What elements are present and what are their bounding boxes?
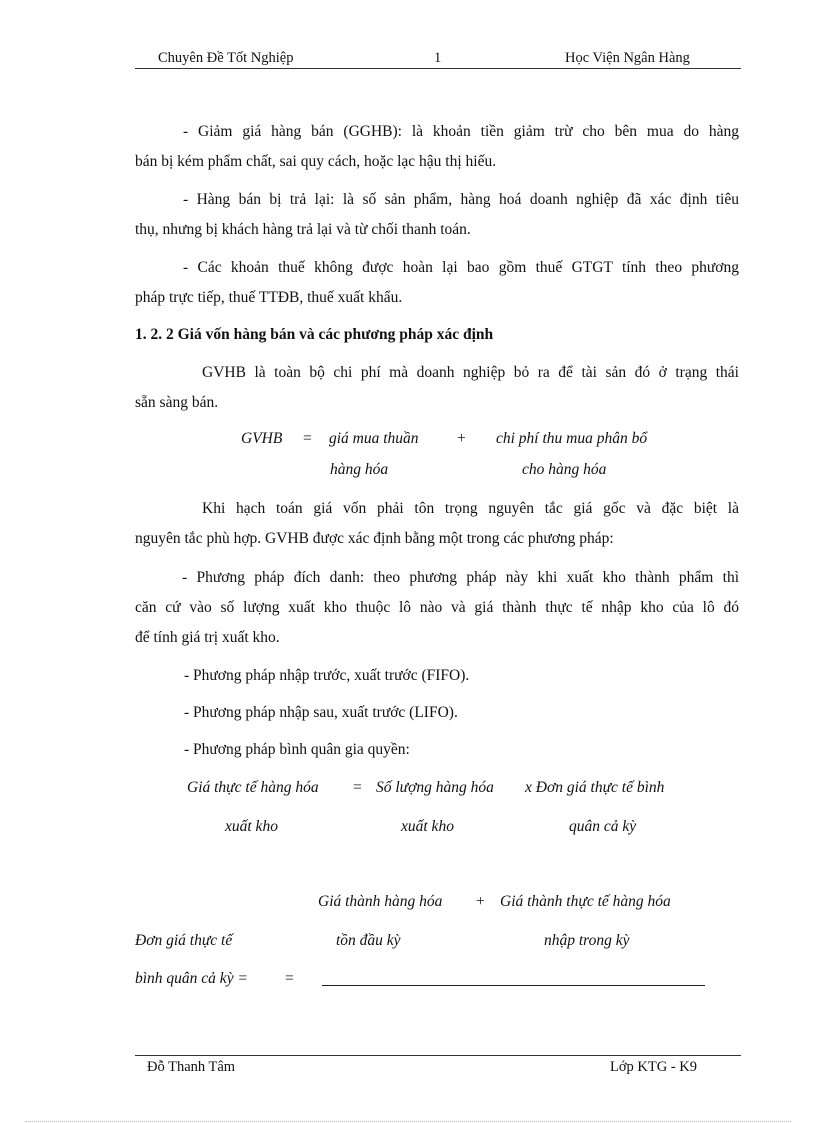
formula3-numerator-term2-cont: nhập trong kỳ <box>544 932 630 949</box>
formula2-lhs-cont: xuất kho <box>225 818 278 835</box>
text-line: nguyên tắc phù hợp. GVHB được xác định bằng một trong các phương pháp: <box>135 530 614 547</box>
page-bottom-border <box>25 1121 791 1122</box>
formula1-lhs: GVHB <box>241 430 283 447</box>
formula2-equals: = <box>353 779 362 796</box>
header-rule <box>135 68 741 69</box>
text-line: sẵn sàng bán. <box>135 394 219 411</box>
bullet-fifo: - Phương pháp nhập trước, xuất trước (FIFO). <box>184 667 470 684</box>
text-line: Khi hạch toán giá vốn phải tôn trọng nguyên tắc giá gốc và đặc biệt là <box>202 500 739 517</box>
formula2-quantity-cont: xuất kho <box>401 818 454 835</box>
text-line: - Giảm giá hàng bán (GGHB): là khoản tiền giảm trừ cho bên mua do hàng <box>183 123 739 140</box>
text-line: thụ, nhưng bị khách hàng trả lại và từ chối thanh toán. <box>135 221 471 238</box>
formula1-term2-cont: cho hàng hóa <box>522 461 607 478</box>
section-heading: 1. 2. 2 Giá vốn hàng bán và các phương pháp xác định <box>135 326 494 343</box>
paragraph-discount <box>135 117 739 177</box>
formula3-numerator-term2: Giá thành thực tế hàng hóa <box>500 893 671 910</box>
paragraph-returns <box>135 185 739 245</box>
formula2-unit-price: x Đơn giá thực tế bình <box>525 779 665 796</box>
formula1-term1: giá mua thuần <box>329 430 419 447</box>
formula1-term1-cont: hàng hóa <box>330 461 389 478</box>
formula3-plus: + <box>476 893 485 910</box>
formula2-quantity: Số lượng hàng hóa <box>376 779 494 796</box>
paragraph-taxes <box>135 253 739 313</box>
header-right: Học Viện Ngân Hàng <box>565 50 690 66</box>
text-line: bán bị kém phẩm chất, sai quy cách, hoặc lạc hậu thị hiếu. <box>135 153 497 170</box>
paragraph-gvhb-definition <box>135 358 739 418</box>
formula3-lhs-cont: bình quân cả kỳ = <box>135 970 248 987</box>
text-line: căn cứ vào số lượng xuất kho thuộc lô nào và giá thành thực tế nhập kho của lô đó <box>135 599 739 616</box>
footer-author: Đỗ Thanh Tâm <box>147 1059 236 1075</box>
text-line: - Phương pháp đích danh: theo phương pháp này khi xuất kho thành phẩm thì <box>182 569 739 586</box>
paragraph-specific-identification <box>135 563 739 653</box>
text-line: để tính giá trị xuất kho. <box>135 629 280 646</box>
formula3-equals: = <box>285 970 294 987</box>
text-line: - Hàng bán bị trả lại: là số sản phẩm, hàng hoá doanh nghiệp đã xác định tiêu <box>183 191 739 208</box>
text-line: GVHB là toàn bộ chi phí mà doanh nghiệp bỏ ra để tài sản đó ở trạng thái <box>202 364 739 381</box>
formula2-unit-price-cont: quân cả kỳ <box>569 818 637 835</box>
text-line: pháp trực tiếp, thuế TTĐB, thuế xuất khẩu. <box>135 289 403 306</box>
formula3-numerator-term1-cont: tồn đầu kỳ <box>336 932 401 949</box>
footer-rule <box>135 1055 741 1056</box>
formula3-lhs: Đơn giá thực tế <box>135 932 233 949</box>
formula3-numerator-term1: Giá thành hàng hóa <box>318 893 443 910</box>
bullet-lifo: - Phương pháp nhập sau, xuất trước (LIFO). <box>184 704 458 721</box>
text-line: - Các khoản thuế không được hoàn lại bao gồm thuế GTGT tính theo phương <box>183 259 739 276</box>
footer-class: Lớp KTG - K9 <box>610 1059 697 1075</box>
formula1-term2: chi phí thu mua phân bổ <box>496 430 648 447</box>
paragraph-principles <box>135 494 739 554</box>
header-page-number: 1 <box>434 50 442 66</box>
formula3-fraction-bar <box>322 985 705 986</box>
formula1-equals: = <box>303 430 312 447</box>
formula1-plus: + <box>457 430 466 447</box>
bullet-weighted-average: - Phương pháp bình quân gia quyền: <box>184 741 410 758</box>
header-left: Chuyên Đề Tốt Nghiệp <box>158 50 294 66</box>
formula2-lhs: Giá thực tế hàng hóa <box>187 779 319 796</box>
